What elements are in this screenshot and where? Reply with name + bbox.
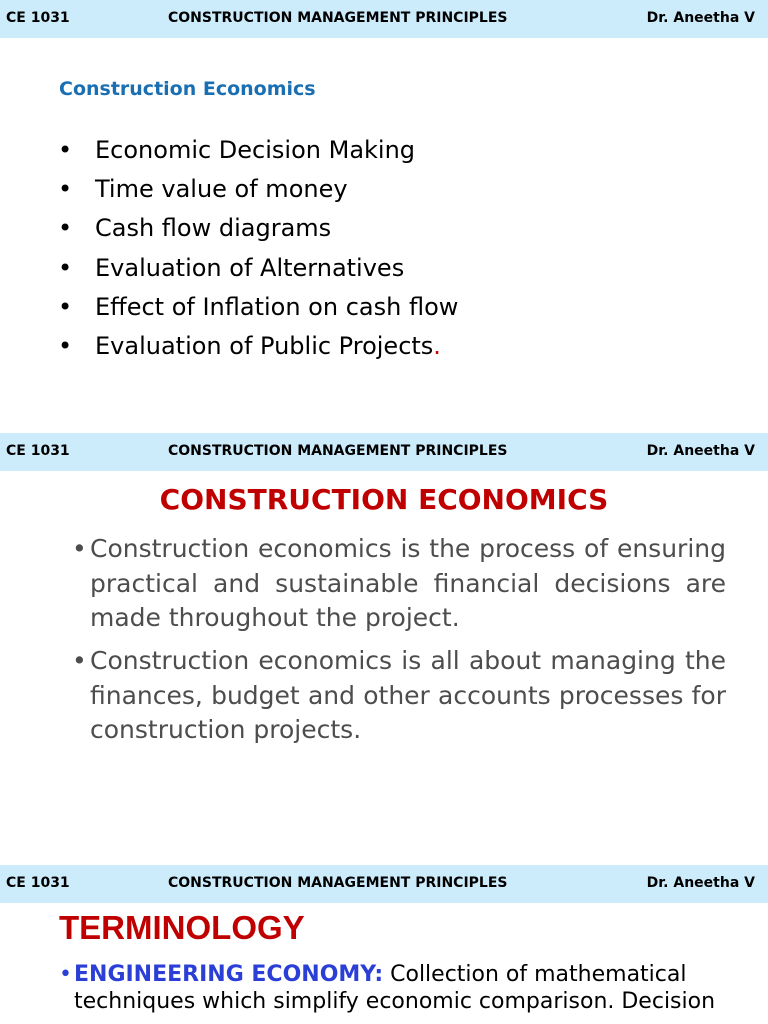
course-code: CE 1031 (6, 10, 70, 26)
course-title: CONSTRUCTION MANAGEMENT PRINCIPLES (168, 875, 508, 891)
author-name: Dr. Aneetha V (646, 443, 755, 459)
list-item: • Economic Decision Making (58, 132, 458, 171)
list-item: • Cash flow diagrams (58, 210, 458, 249)
terminology-entry (59, 961, 754, 1015)
course-title: CONSTRUCTION MANAGEMENT PRINCIPLES (168, 10, 508, 26)
list-item: • Evaluation of Alternatives (58, 250, 458, 289)
slide-title: CONSTRUCTION ECONOMICS (159, 483, 609, 516)
bullet-icon: • (72, 534, 87, 563)
term-name: ENGINEERING ECONOMY (74, 962, 375, 987)
bullet-icon: • (59, 962, 72, 987)
slide-construction-economics-definition (0, 433, 768, 865)
list-item: • Time value of money (58, 171, 458, 210)
trailing-period: . (433, 331, 441, 360)
course-title: CONSTRUCTION MANAGEMENT PRINCIPLES (168, 443, 508, 459)
bullet-icon: • (58, 292, 73, 321)
slide-header (0, 433, 768, 471)
bullet-icon: • (58, 331, 73, 360)
course-code: CE 1031 (6, 443, 70, 459)
slide-header (0, 0, 768, 38)
bullet-icon: • (58, 253, 73, 282)
list-item: • Evaluation of Public Projects. (58, 328, 458, 367)
slide-terminology (0, 865, 768, 1024)
bullet-icon: • (58, 175, 73, 204)
term-separator: : (374, 962, 384, 987)
bullet-icon: • (72, 646, 87, 675)
list-item: • Effect of Inflation on cash flow (58, 289, 458, 328)
author-name: Dr. Aneetha V (646, 875, 755, 891)
bullet-icon: • (58, 214, 73, 243)
definition-paragraph: • Construction economics is all about managing the finances, budget and other accounts processes for construction projects. (72, 646, 726, 744)
slide-title: TERMINOLOGY (59, 909, 305, 946)
bullet-icon: • (58, 136, 73, 164)
author-name: Dr. Aneetha V (646, 10, 755, 26)
term-definition: Collection of mathematical techniques which simplify economic comparison. Decision (74, 962, 716, 1014)
slide-title: Construction Economics (59, 78, 316, 100)
slide-construction-economics-topics (0, 0, 768, 433)
definition-paragraph: • Construction economics is the process of ensuring practical and sustainable financial decisions are made throughout the project. (72, 534, 726, 632)
slide-header (0, 865, 768, 903)
course-code: CE 1031 (6, 875, 70, 891)
topic-list (58, 132, 458, 367)
